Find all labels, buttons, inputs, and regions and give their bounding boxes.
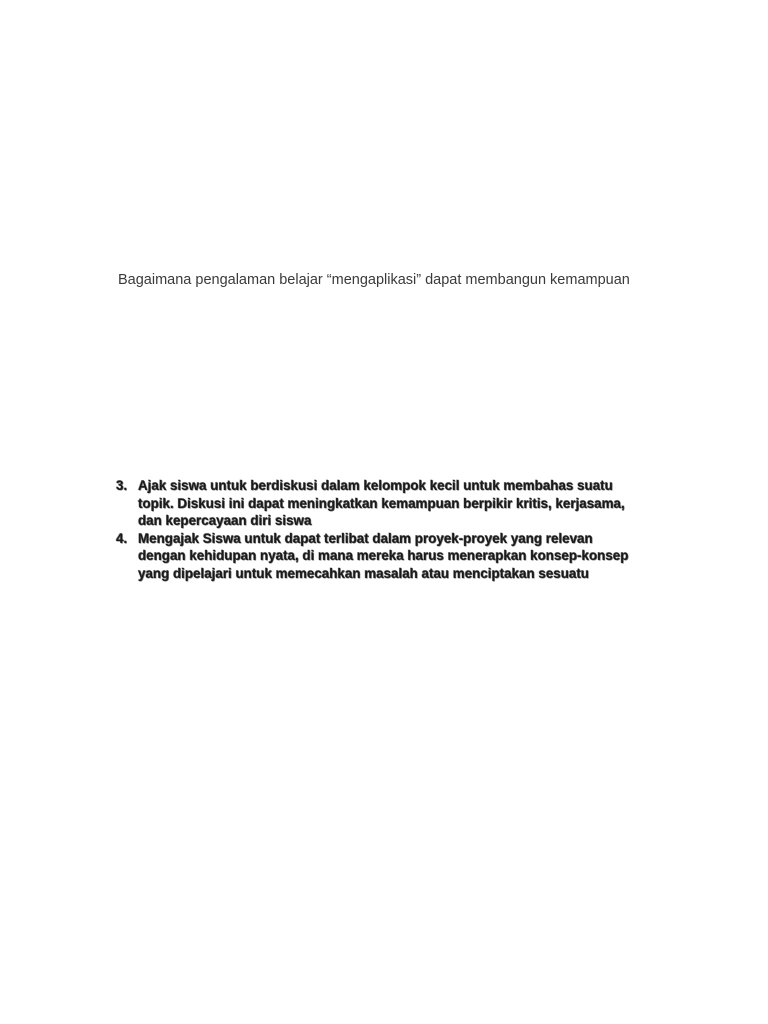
list-item-number: 3. [116,478,128,493]
list-item-text: Mengajak Siswa untuk dapat terlibat dalam proyek-proyek yang relevan dengan kehidupan nyata, di mana mereka harus menerapkan konsep-konsep yang dipelajari untuk memecahkan masalah atau menciptakan sesuatu [138,530,629,581]
list-item-text: Ajak siswa untuk berdiskusi dalam kelompok kecil untuk membahas suatu topik. Diskusi ini dapat meningkatkan kemampuan berpikir kritis, kerjasama, dan kepercayaan diri siswa [138,478,625,528]
numbered-list [116,477,676,582]
list-item [116,477,676,530]
list-item-number: 4. [116,530,128,546]
document-heading: Bagaimana pengalaman belajar “mengaplikasi” dapat membangun kemampuan [118,272,630,288]
list-item [116,530,676,583]
